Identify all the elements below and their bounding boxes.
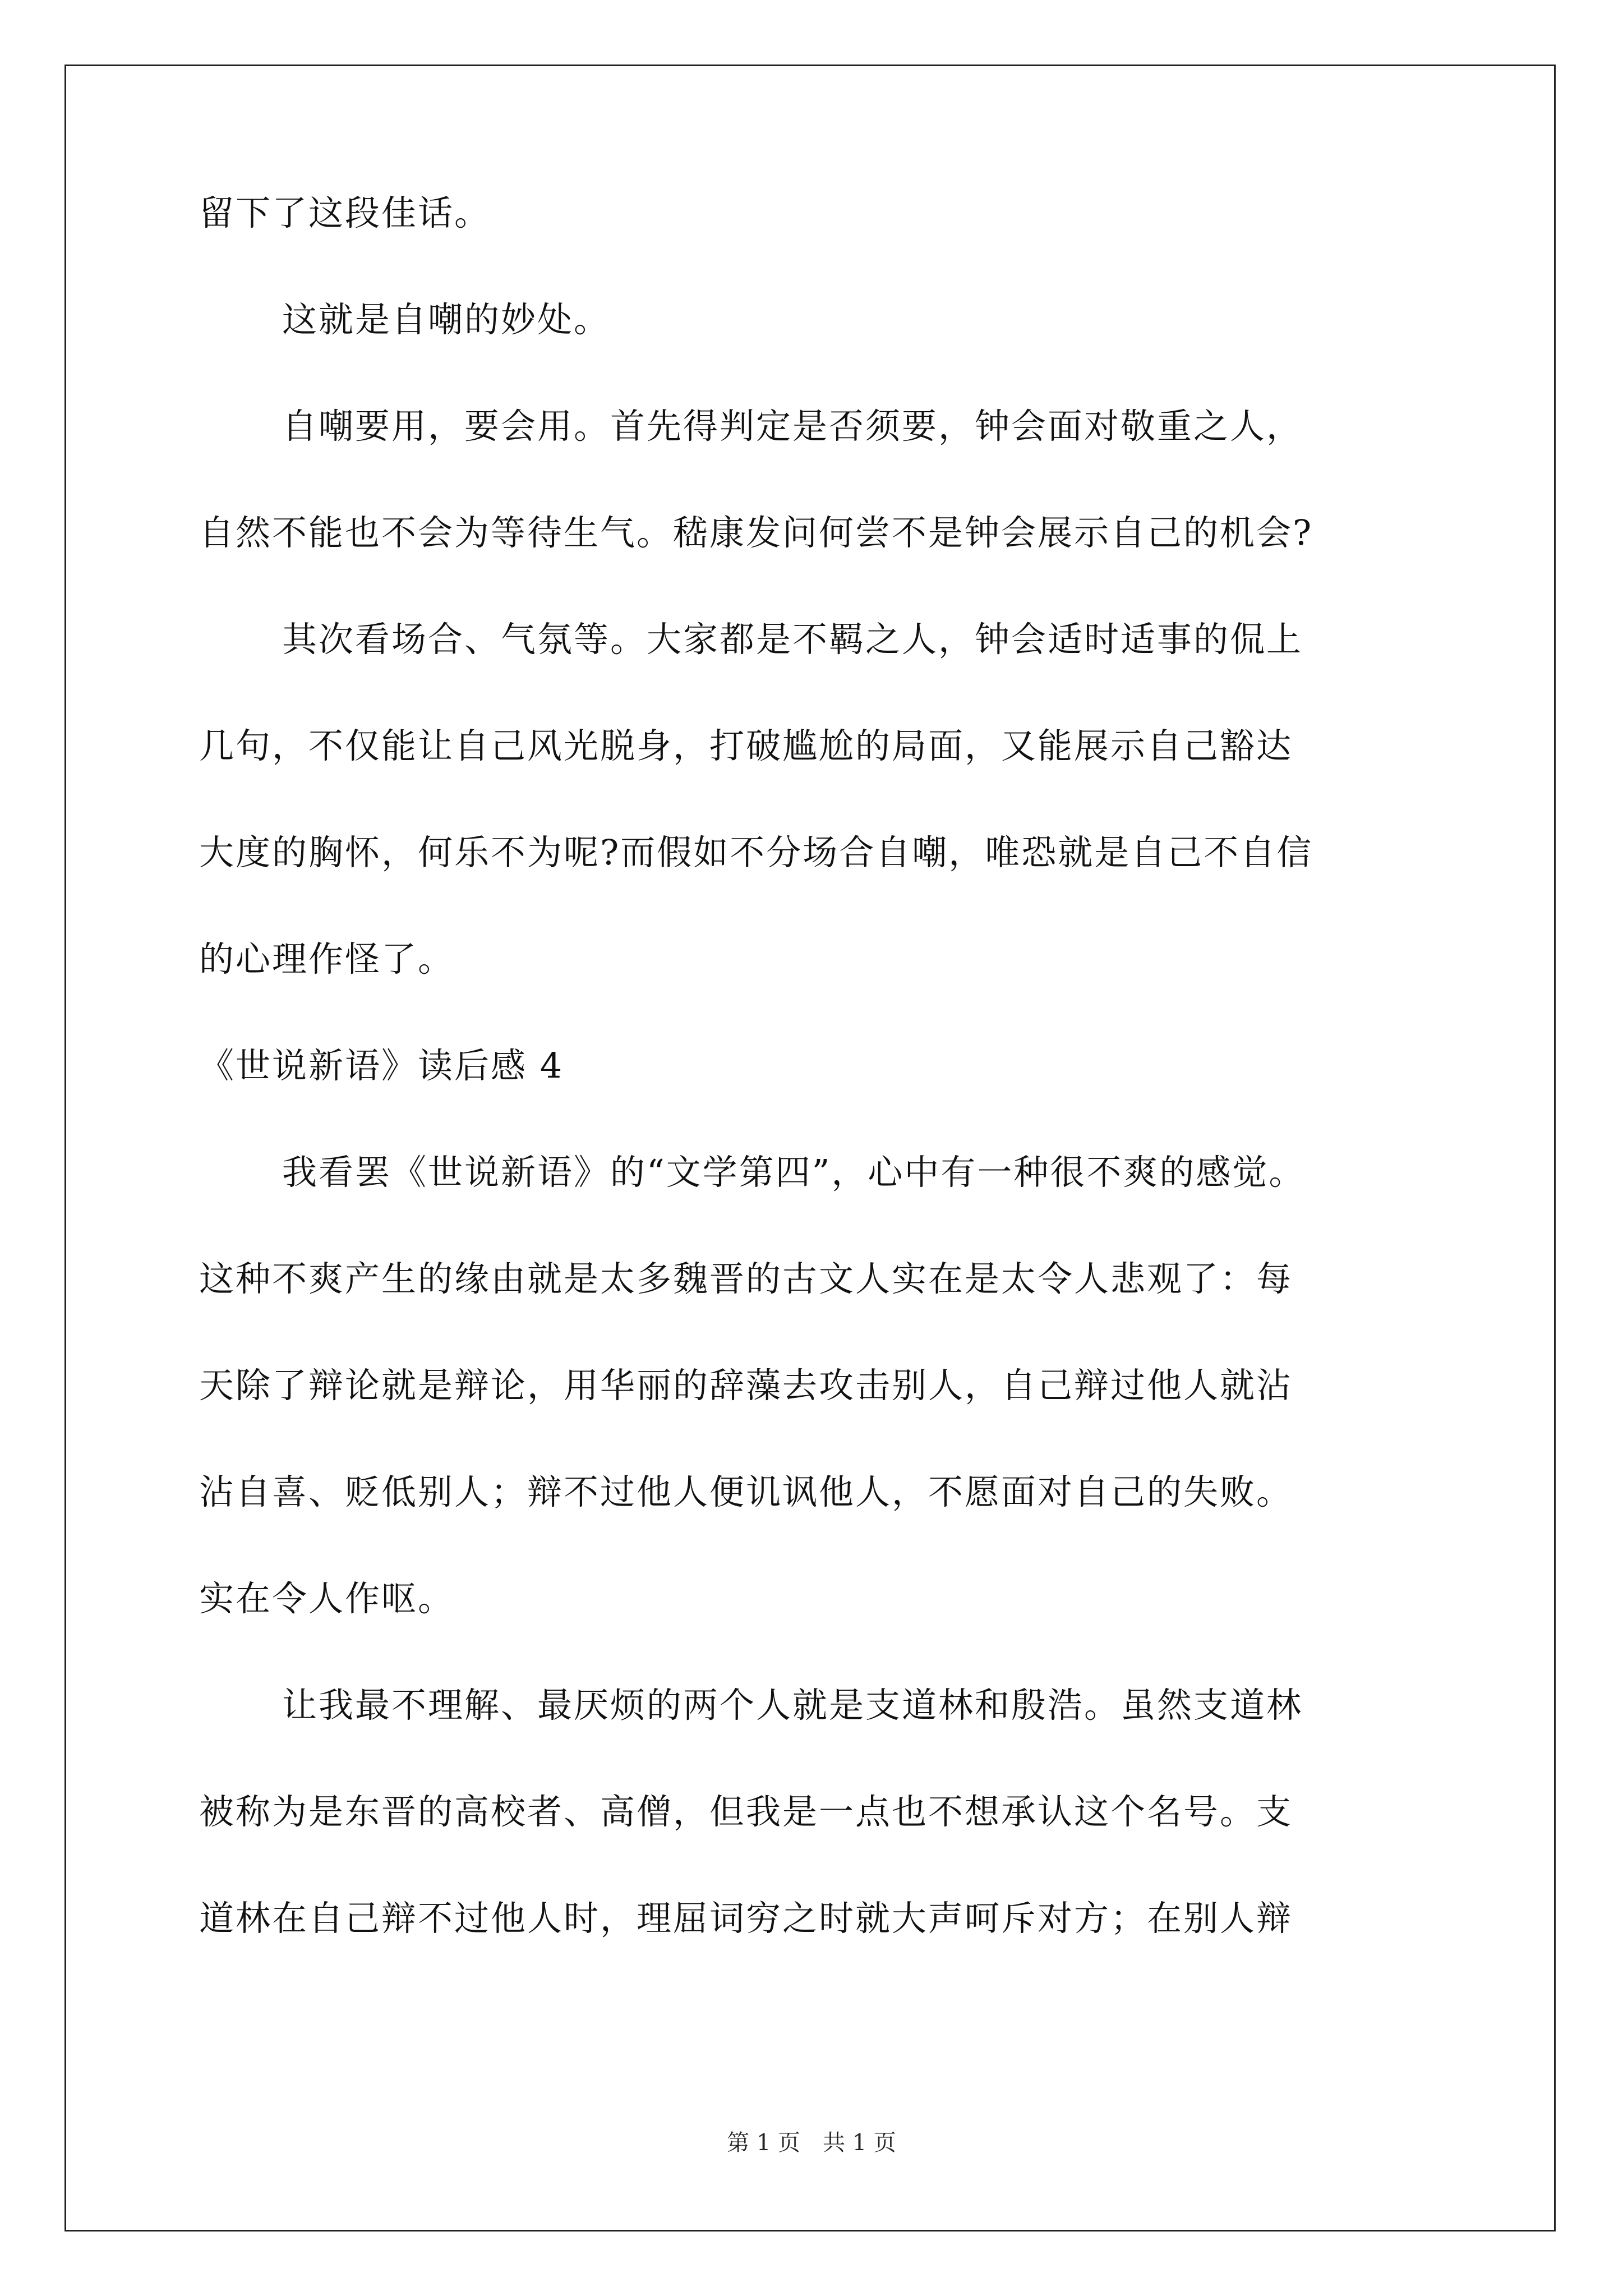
text-line: 几句，不仅能让自己风光脱身，打破尴尬的局面，又能展示自己豁达: [199, 725, 1293, 766]
paragraph-line: 让我最不理解、最厌烦的两个人就是支道林和殷浩。虽然支道林: [282, 1685, 1303, 1726]
text-line: 留下了这段佳话。: [199, 192, 491, 233]
text-line: 实在令人作呕。: [199, 1578, 455, 1619]
section-heading: 《世说新语》读后感 4: [199, 1045, 564, 1086]
text-line: 道林在自己辩不过他人时，理屈词穷之时就大声呵斥对方；在别人辩: [199, 1898, 1293, 1939]
text-line: 大度的胸怀，何乐不为呢?而假如不分场合自嘲，唯恐就是自己不自信: [199, 832, 1313, 873]
paragraph-line: 这就是自嘲的妙处。: [282, 299, 611, 340]
text-line: 被称为是东晋的高校者、高僧，但我是一点也不想承认这个名号。支: [199, 1791, 1293, 1832]
text-line: 这种不爽产生的缘由就是太多魏晋的古文人实在是太令人悲观了：每: [199, 1258, 1293, 1299]
text-line: 天除了辩论就是辩论，用华丽的辞藻去攻击别人，自己辩过他人就沾: [199, 1365, 1293, 1406]
text-line: 沾自喜、贬低别人；辩不过他人便讥讽他人，不愿面对自己的失败。: [199, 1471, 1293, 1512]
text-line: 的心理作怪了。: [199, 938, 455, 979]
text-line: 自然不能也不会为等待生气。嵇康发问何尝不是钟会展示自己的机会?: [199, 512, 1313, 553]
paragraph-line: 自嘲要用，要会用。首先得判定是否须要，钟会面对敬重之人，: [282, 406, 1303, 447]
paragraph-line: 我看罢《世说新语》的“文学第四”，心中有一种很不爽的感觉。: [282, 1152, 1306, 1193]
page-number-footer: 第 1 页 共 1 页: [727, 2130, 896, 2156]
paragraph-line: 其次看场合、气氛等。大家都是不羁之人，钟会适时适事的侃上: [282, 619, 1303, 660]
